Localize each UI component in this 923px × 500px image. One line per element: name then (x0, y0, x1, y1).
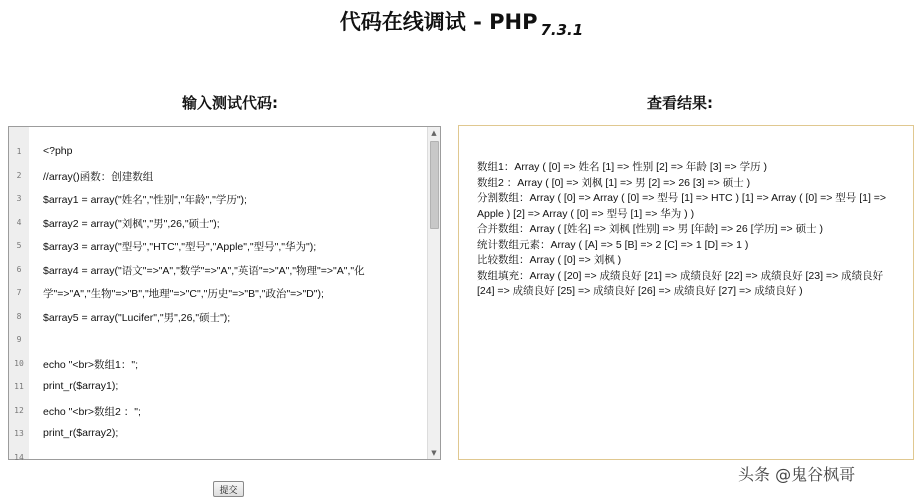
code-text-area[interactable] (29, 127, 430, 459)
line-number: 6 (16, 264, 22, 274)
page-title (0, 6, 923, 39)
code-line: $array2 = array("刘枫","男",26,"硕士"); (43, 217, 220, 230)
code-line: echo "<br>数组2 ："; (43, 405, 141, 418)
line-number: 3 (16, 194, 22, 203)
line-number: 10 (14, 358, 24, 368)
php-version: 7.3.1 (540, 21, 584, 39)
code-line: echo "<br>数组1："; (43, 358, 138, 371)
result-panel-title: 查看结果: (647, 94, 713, 112)
code-line: print_r($array2); (43, 427, 119, 439)
line-number: 12 (14, 405, 24, 415)
code-line: print_r($array1); (43, 380, 119, 392)
line-number: 13 (14, 429, 24, 438)
scroll-up-icon[interactable]: ▲ (431, 129, 437, 137)
result-line: 数组填充：Array ( [20] => 成绩良好 [21] => 成绩良好 [22] => 成绩良好 [23] => 成绩良好 [24] => 成绩良好 [25] => 成绩良好 [26] => 成绩良好 [27] => 成绩良好 ) (477, 269, 884, 297)
result-line: 合并数组：Array ( [姓名] => 刘枫 [性别] => 男 [年龄] => 26 [学历] => 硕士 ) (477, 223, 823, 235)
code-line: $array1 = array("姓名","性别","年龄","学历"); (43, 194, 247, 206)
scroll-down-icon[interactable]: ▼ (431, 449, 437, 457)
line-number: 7 (16, 288, 22, 297)
scroll-thumb[interactable] (430, 141, 439, 229)
line-number: 11 (14, 382, 24, 391)
line-number: 1 (16, 147, 22, 156)
result-line: 数组1：Array ( [0] => 姓名 [1] => 性别 [2] => 年龄 [3] => 学历 ) (477, 161, 768, 173)
line-number: 2 (16, 170, 22, 180)
result-output-box (458, 125, 914, 460)
result-line: 数组2 ：Array ( [0] => 刘枫 [1] => 男 [2] => 26 [3] => 硕士 ) (477, 176, 751, 189)
result-line: 比较数组：Array ( [0] => 刘枫 ) (477, 254, 622, 266)
line-number: 8 (16, 311, 22, 321)
code-line: $array5 = array("Lucifer","男",26,"硕士"); (43, 311, 231, 324)
line-number: 4 (16, 217, 22, 227)
submit-button[interactable]: 提交 (213, 481, 244, 497)
editor-scrollbar[interactable] (427, 127, 440, 459)
result-line: 统计数组元素：Array ( [A] => 5 [B] => 2 [C] => 1 [D] => 1 ) (477, 238, 749, 251)
line-number-gutter (9, 127, 29, 462)
result-line: 分割数组：Array ( [0] => Array ( [0] => 型号 [1] => HTC ) [1] => Array ( [0] => 型号 [1] => Apple ) [2] => Array ( [0] => 型号 [1] => 华为 ) ) (477, 192, 887, 220)
page-title-text: 代码在线调试 - PHP (339, 10, 538, 34)
line-number: 5 (16, 241, 22, 250)
watermark: 头条 @鬼谷枫哥 (738, 465, 856, 484)
code-line: <?php (43, 145, 73, 157)
code-line: $array4 = array("语文"=>"A","数学"=>"A","英语"=>"A","物理"=>"A","化 (43, 264, 365, 277)
result-output (477, 160, 902, 300)
line-number: 9 (16, 335, 22, 344)
line-number: 14 (14, 452, 24, 462)
code-line: 学"=>"A","生物"=>"B","地理"=>"C","历史"=>"B","政治"=>"D"); (43, 288, 324, 300)
code-line: //array()函数：创建数组 (43, 170, 154, 183)
input-panel-title: 输入测试代码: (182, 94, 278, 112)
code-line: $array3 = array("型号","HTC","型号","Apple","型号","华为"); (43, 241, 317, 253)
code-editor[interactable] (8, 126, 441, 460)
